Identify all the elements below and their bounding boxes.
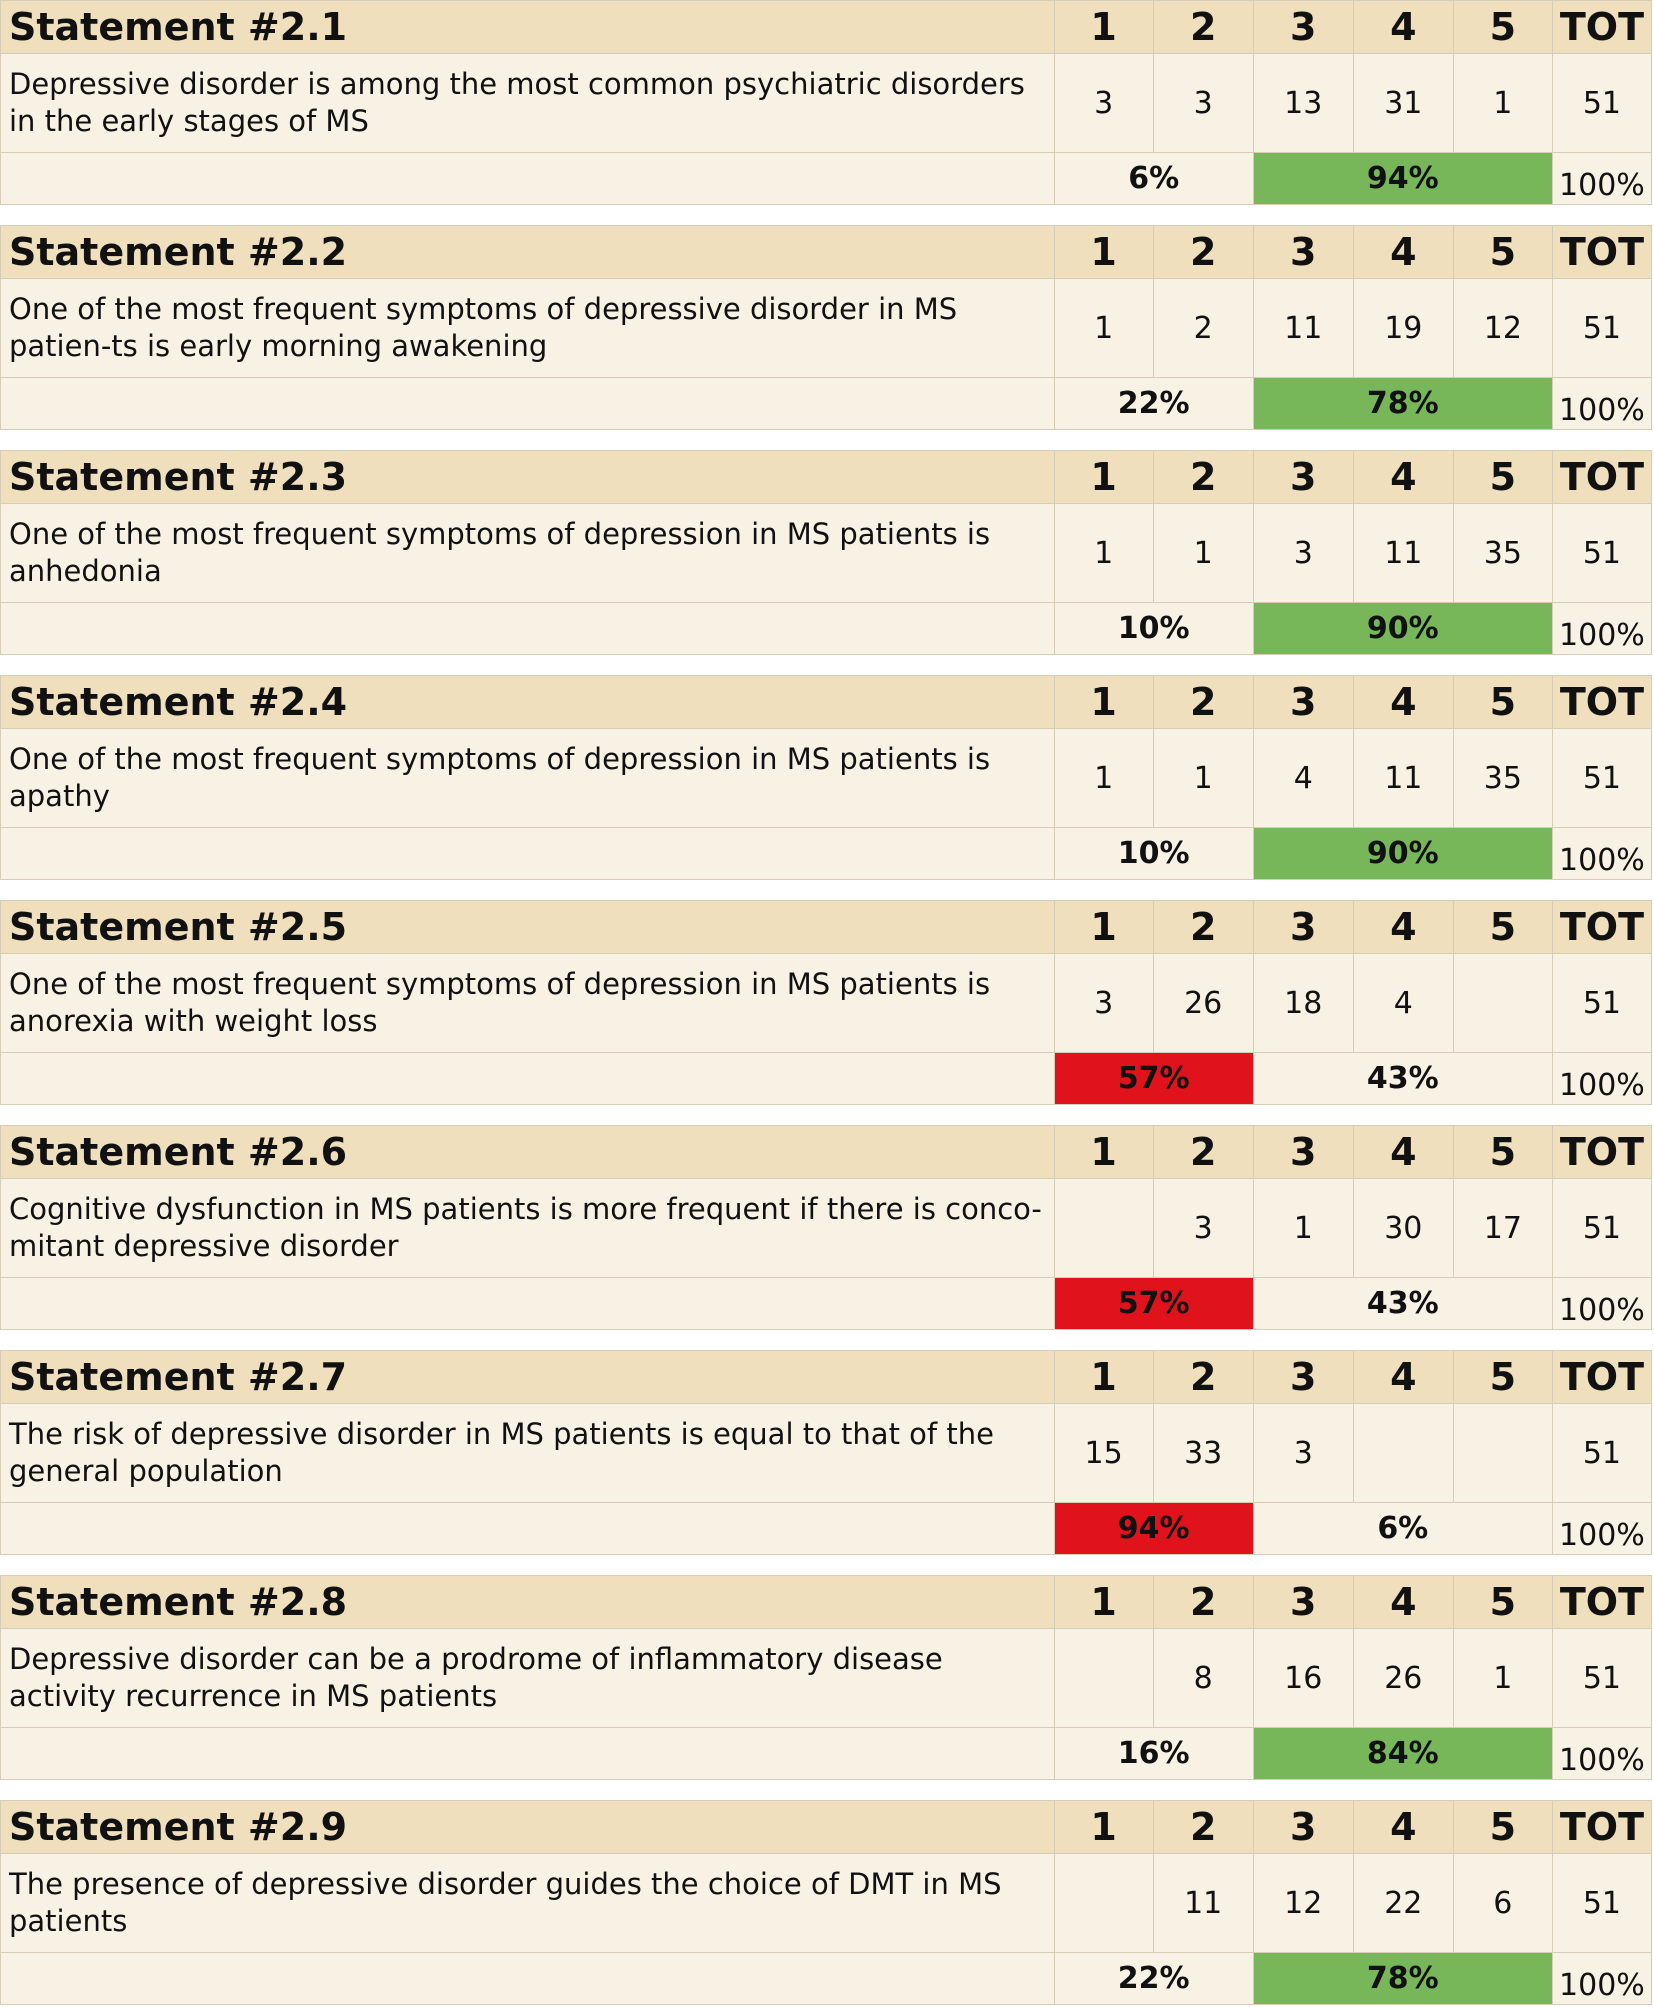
statement-values-row (1, 1854, 1652, 1953)
statement-header-row (1, 1351, 1652, 1404)
statement-values-row (1, 504, 1652, 603)
statement-text: One of the most frequent symptoms of depressive disorder in MS patien-ts is early morning awakening (1, 279, 1055, 378)
statement-header-row (1, 901, 1652, 954)
total-percent: 100% (1552, 1503, 1651, 1555)
response-count: 17 (1453, 1179, 1552, 1278)
statement-percent-row (1, 1053, 1652, 1105)
disagree-percent: 22% (1054, 1953, 1253, 2005)
column-header: 4 (1353, 226, 1453, 279)
statement-values-row (1, 954, 1652, 1053)
column-header: 3 (1253, 1576, 1353, 1629)
column-header: TOT (1552, 1351, 1651, 1404)
statement-header-row (1, 676, 1652, 729)
statement-percent-row (1, 1728, 1652, 1780)
column-header: 1 (1054, 1126, 1153, 1179)
statement-title: Statement #2.6 (1, 1126, 1055, 1179)
statement-percent-row (1, 1953, 1652, 2005)
agree-percent: 43% (1253, 1053, 1552, 1105)
column-header: 5 (1453, 451, 1552, 504)
column-header: 4 (1353, 1126, 1453, 1179)
statement-percent-row (1, 603, 1652, 655)
response-count: 1 (1153, 729, 1253, 828)
statement-table (0, 0, 1652, 205)
response-count: 35 (1453, 729, 1552, 828)
empty-cell (1, 153, 1055, 205)
column-header: 4 (1353, 1801, 1453, 1854)
response-count: 2 (1153, 279, 1253, 378)
response-count: 51 (1552, 504, 1651, 603)
statement-text: The risk of depressive disorder in MS patients is equal to that of the general population (1, 1404, 1055, 1503)
statement-text: One of the most frequent symptoms of depression in MS patients is anorexia with weight loss (1, 954, 1055, 1053)
response-count: 1 (1453, 1629, 1552, 1728)
column-header: 5 (1453, 1801, 1552, 1854)
column-header: 4 (1353, 1, 1453, 54)
column-header: TOT (1552, 1126, 1651, 1179)
total-percent: 100% (1552, 603, 1651, 655)
statement-values-row (1, 1404, 1652, 1503)
statement-title: Statement #2.4 (1, 676, 1055, 729)
column-header: TOT (1552, 676, 1651, 729)
column-header: 1 (1054, 1576, 1153, 1629)
empty-cell (1, 1728, 1055, 1780)
column-header: TOT (1552, 1, 1651, 54)
column-header: 5 (1453, 901, 1552, 954)
response-count: 1 (1153, 504, 1253, 603)
column-header: 1 (1054, 451, 1153, 504)
statement-table (0, 1800, 1652, 2005)
response-count: 33 (1153, 1404, 1253, 1503)
statement-header-row (1, 1, 1652, 54)
column-header: 2 (1153, 1, 1253, 54)
response-count: 1 (1054, 279, 1153, 378)
column-header: 3 (1253, 451, 1353, 504)
empty-cell (1, 1953, 1055, 2005)
response-count (1453, 1404, 1552, 1503)
response-count: 11 (1353, 504, 1453, 603)
response-count: 3 (1153, 1179, 1253, 1278)
response-count: 15 (1054, 1404, 1153, 1503)
statement-values-row (1, 729, 1652, 828)
response-count: 1 (1453, 54, 1552, 153)
column-header: 4 (1353, 1576, 1453, 1629)
agree-percent: 94% (1253, 153, 1552, 205)
column-header: 2 (1153, 451, 1253, 504)
column-header: 4 (1353, 1351, 1453, 1404)
statement-title: Statement #2.9 (1, 1801, 1055, 1854)
statement-title: Statement #2.3 (1, 451, 1055, 504)
disagree-percent: 22% (1054, 378, 1253, 430)
disagree-percent: 10% (1054, 603, 1253, 655)
statement-table (0, 225, 1652, 430)
agree-percent: 6% (1253, 1503, 1552, 1555)
response-count: 51 (1552, 1404, 1651, 1503)
column-header: 5 (1453, 226, 1552, 279)
response-count: 51 (1552, 729, 1651, 828)
agree-percent: 43% (1253, 1278, 1552, 1330)
response-count: 51 (1552, 1854, 1651, 1953)
response-count (1054, 1629, 1153, 1728)
column-header: 3 (1253, 676, 1353, 729)
response-count: 6 (1453, 1854, 1552, 1953)
response-count: 3 (1153, 54, 1253, 153)
response-count: 51 (1552, 279, 1651, 378)
response-count (1353, 1404, 1453, 1503)
response-count: 11 (1253, 279, 1353, 378)
response-count: 19 (1353, 279, 1453, 378)
column-header: 5 (1453, 1576, 1552, 1629)
statement-text: Cognitive dysfunction in MS patients is more frequent if there is conco-mitant depressive disorder (1, 1179, 1055, 1278)
empty-cell (1, 1053, 1055, 1105)
response-count: 8 (1153, 1629, 1253, 1728)
response-count: 26 (1353, 1629, 1453, 1728)
statement-percent-row (1, 153, 1652, 205)
column-header: 4 (1353, 676, 1453, 729)
column-header: TOT (1552, 901, 1651, 954)
disagree-percent: 6% (1054, 153, 1253, 205)
response-count: 4 (1253, 729, 1353, 828)
response-count: 51 (1552, 54, 1651, 153)
disagree-percent: 10% (1054, 828, 1253, 880)
response-count: 3 (1054, 954, 1153, 1053)
column-header: 2 (1153, 1576, 1253, 1629)
column-header: 2 (1153, 226, 1253, 279)
statement-header-row (1, 451, 1652, 504)
column-header: 1 (1054, 676, 1153, 729)
column-header: 3 (1253, 1351, 1353, 1404)
column-header: 5 (1453, 676, 1552, 729)
response-count: 35 (1453, 504, 1552, 603)
empty-cell (1, 1503, 1055, 1555)
total-percent: 100% (1552, 828, 1651, 880)
response-count (1453, 954, 1552, 1053)
total-percent: 100% (1552, 378, 1651, 430)
column-header: 1 (1054, 901, 1153, 954)
total-percent: 100% (1552, 1053, 1651, 1105)
disagree-percent: 57% (1054, 1053, 1253, 1105)
response-count: 4 (1353, 954, 1453, 1053)
column-header: 1 (1054, 1351, 1153, 1404)
agree-percent: 84% (1253, 1728, 1552, 1780)
response-count: 1 (1253, 1179, 1353, 1278)
statement-text: The presence of depressive disorder guides the choice of DMT in MS patients (1, 1854, 1055, 1953)
column-header: 5 (1453, 1126, 1552, 1179)
response-count: 3 (1253, 1404, 1353, 1503)
statement-table (0, 1125, 1652, 1330)
disagree-percent: 57% (1054, 1278, 1253, 1330)
statement-table (0, 1575, 1652, 1780)
disagree-percent: 16% (1054, 1728, 1253, 1780)
statement-values-row (1, 279, 1652, 378)
column-header: 1 (1054, 1801, 1153, 1854)
response-count: 3 (1054, 54, 1153, 153)
response-count: 3 (1253, 504, 1353, 603)
response-count: 30 (1353, 1179, 1453, 1278)
column-header: 1 (1054, 226, 1153, 279)
statement-text: Depressive disorder can be a prodrome of inflammatory disease activity recurrence in MS patients (1, 1629, 1055, 1728)
statement-title: Statement #2.5 (1, 901, 1055, 954)
empty-cell (1, 828, 1055, 880)
total-percent: 100% (1552, 1953, 1651, 2005)
column-header: 3 (1253, 226, 1353, 279)
total-percent: 100% (1552, 1278, 1651, 1330)
disagree-percent: 94% (1054, 1503, 1253, 1555)
response-count: 12 (1453, 279, 1552, 378)
total-percent: 100% (1552, 1728, 1651, 1780)
statement-percent-row (1, 378, 1652, 430)
response-count: 26 (1153, 954, 1253, 1053)
column-header: 2 (1153, 1126, 1253, 1179)
response-count: 11 (1153, 1854, 1253, 1953)
statement-title: Statement #2.7 (1, 1351, 1055, 1404)
statement-title: Statement #2.2 (1, 226, 1055, 279)
column-header: 4 (1353, 451, 1453, 504)
empty-cell (1, 378, 1055, 430)
column-header: TOT (1552, 226, 1651, 279)
column-header: 2 (1153, 1801, 1253, 1854)
column-header: 5 (1453, 1351, 1552, 1404)
response-count (1054, 1854, 1153, 1953)
statement-percent-row (1, 1503, 1652, 1555)
column-header: 3 (1253, 1, 1353, 54)
response-count: 51 (1552, 1629, 1651, 1728)
column-header: 3 (1253, 901, 1353, 954)
response-count (1054, 1179, 1153, 1278)
column-header: TOT (1552, 1576, 1651, 1629)
response-count: 11 (1353, 729, 1453, 828)
statement-table (0, 450, 1652, 655)
agree-percent: 78% (1253, 1953, 1552, 2005)
statement-header-row (1, 1126, 1652, 1179)
agree-percent: 78% (1253, 378, 1552, 430)
agree-percent: 90% (1253, 828, 1552, 880)
statement-table (0, 1350, 1652, 1555)
response-count: 1 (1054, 729, 1153, 828)
statement-text: Depressive disorder is among the most common psychiatric disorders in the early stages of MS (1, 54, 1055, 153)
total-percent: 100% (1552, 153, 1651, 205)
empty-cell (1, 1278, 1055, 1330)
column-header: 2 (1153, 676, 1253, 729)
empty-cell (1, 603, 1055, 655)
statement-table (0, 675, 1652, 880)
statement-values-row (1, 1179, 1652, 1278)
statement-title: Statement #2.8 (1, 1576, 1055, 1629)
statement-text: One of the most frequent symptoms of depression in MS patients is anhedonia (1, 504, 1055, 603)
column-header: TOT (1552, 451, 1651, 504)
response-count: 18 (1253, 954, 1353, 1053)
agree-percent: 90% (1253, 603, 1552, 655)
column-header: 3 (1253, 1126, 1353, 1179)
response-count: 51 (1552, 954, 1651, 1053)
statement-values-row (1, 54, 1652, 153)
response-count: 12 (1253, 1854, 1353, 1953)
response-count: 51 (1552, 1179, 1651, 1278)
column-header: 2 (1153, 901, 1253, 954)
statement-percent-row (1, 828, 1652, 880)
statement-title: Statement #2.1 (1, 1, 1055, 54)
statement-table (0, 900, 1652, 1105)
statement-header-row (1, 1576, 1652, 1629)
column-header: TOT (1552, 1801, 1651, 1854)
statement-header-row (1, 226, 1652, 279)
response-count: 1 (1054, 504, 1153, 603)
statement-values-row (1, 1629, 1652, 1728)
column-header: 2 (1153, 1351, 1253, 1404)
statement-percent-row (1, 1278, 1652, 1330)
response-count: 16 (1253, 1629, 1353, 1728)
response-count: 22 (1353, 1854, 1453, 1953)
statement-text: One of the most frequent symptoms of depression in MS patients is apathy (1, 729, 1055, 828)
column-header: 5 (1453, 1, 1552, 54)
response-count: 13 (1253, 54, 1353, 153)
column-header: 3 (1253, 1801, 1353, 1854)
column-header: 4 (1353, 901, 1453, 954)
column-header: 1 (1054, 1, 1153, 54)
statement-header-row (1, 1801, 1652, 1854)
response-count: 31 (1353, 54, 1453, 153)
